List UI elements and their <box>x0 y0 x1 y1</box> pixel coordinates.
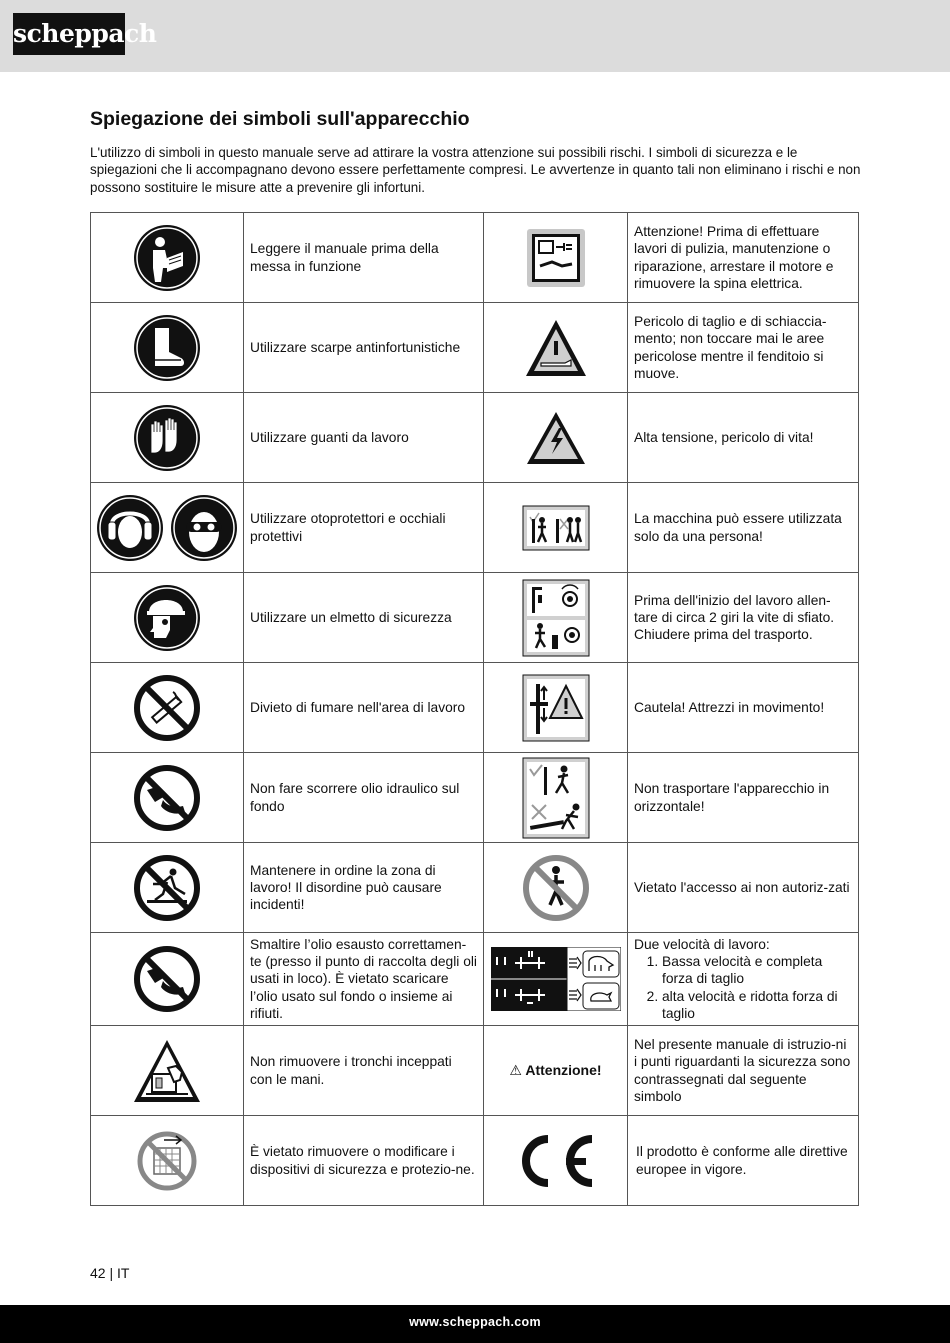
symbol-description: Alta tensione, pericolo di vita! <box>628 393 859 483</box>
intro-paragraph: L'utilizzo di simboli in questo manuale serve ad attirare la vostra attenzione sui possibili rischi. I simboli di sicurezza e le spiegazioni che li accompagnano devono essere perfettamente compresi. Le avvertenze in quanto tali non eliminano i rischi e non possono sostituire le misure atte a prevenire gli infortuni. <box>90 145 861 195</box>
attention-label: ⚠ Attenzione! <box>509 1061 602 1078</box>
symbol-description: Utilizzare un elmetto di sicurezza <box>244 573 484 663</box>
symbol-cell <box>484 753 628 843</box>
symbol-description: Mantenere in ordine la zona di lavoro! Il disordine può causare incidenti! <box>244 843 484 933</box>
symbol-description: Non rimuovere i tronchi inceppati con le mani. <box>244 1026 484 1116</box>
two-speed-icon <box>491 947 621 1011</box>
safety-helmet-icon <box>133 584 201 652</box>
moving-tools-caution-icon <box>522 674 590 742</box>
symbol-cell <box>91 933 244 1026</box>
symbol-cell <box>484 303 628 393</box>
jammed-log-warning-icon <box>132 1038 202 1104</box>
table-row <box>91 933 859 1026</box>
no-unauthorized-access-icon <box>522 854 590 922</box>
symbol-cell <box>91 843 244 933</box>
symbol-cell <box>484 213 628 303</box>
symbol-cell <box>91 483 244 573</box>
page-number-value: 42 <box>90 1265 106 1281</box>
speeds-heading: Due velocità di lavoro: <box>634 936 770 952</box>
ear-protection-icon <box>96 494 164 562</box>
language-code: IT <box>117 1265 130 1281</box>
no-horizontal-transport-icon <box>522 757 590 839</box>
no-smoking-icon <box>133 674 201 742</box>
symbol-description: Non trasportare l'apparecchio in orizzontale! <box>628 753 859 843</box>
keep-workplace-tidy-icon <box>133 854 201 922</box>
symbol-description <box>628 933 859 1026</box>
symbol-description: La macchina può essere utilizzata solo da una persona! <box>628 483 859 573</box>
symbol-description: Cautela! Attrezzi in movimento! <box>628 663 859 753</box>
page-separator: | <box>109 1265 114 1281</box>
symbol-cell <box>484 663 628 753</box>
unplug-before-maintenance-icon <box>526 228 586 288</box>
no-oil-spill-icon <box>133 764 201 832</box>
symbol-description: Attenzione! Prima di effettuare lavori di pulizia, manutenzione o riparazione, arrestare il motore e rimuovere la spina elettrica. <box>628 213 859 303</box>
symbol-cell <box>91 753 244 843</box>
vent-screw-icon <box>522 579 590 657</box>
symbol-description: Il prodotto è conforme alle direttive europee in vigore. <box>628 1116 859 1206</box>
work-gloves-icon <box>133 404 201 472</box>
single-operator-icon <box>522 505 590 551</box>
symbol-cell <box>484 573 628 663</box>
table-row <box>91 573 859 663</box>
symbol-description: Non fare scorrere olio idraulico sul fondo <box>244 753 484 843</box>
symbol-cell <box>91 1026 244 1116</box>
symbol-cell <box>91 1116 244 1206</box>
symbol-cell <box>484 393 628 483</box>
read-manual-icon <box>133 224 201 292</box>
table-row <box>91 213 859 303</box>
symbol-cell <box>484 483 628 573</box>
symbols-table <box>90 212 859 1206</box>
table-row <box>91 303 859 393</box>
symbol-description: Vietato l'accesso ai non autoriz-zati <box>628 843 859 933</box>
safety-goggles-icon <box>170 494 238 562</box>
do-not-remove-guards-icon <box>136 1130 198 1192</box>
symbol-cell <box>91 663 244 753</box>
symbol-cell <box>91 303 244 393</box>
speeds-list <box>634 953 852 1022</box>
symbol-description: Leggere il manuale prima della messa in funzione <box>244 213 484 303</box>
page-title: Spiegazione dei simboli sull'apparecchio <box>90 108 470 130</box>
symbol-description: È vietato rimuovere o modificare i dispositivi di sicurezza e protezio-ne. <box>244 1116 484 1206</box>
footer-url: www.scheppach.com <box>409 1315 541 1329</box>
symbol-description: Utilizzare guanti da lavoro <box>244 393 484 483</box>
table-row <box>91 393 859 483</box>
table-row <box>91 1116 859 1206</box>
symbol-cell <box>484 1116 628 1206</box>
brand-logo: scheppach <box>13 13 125 55</box>
symbol-description: Nel presente manuale di istruzio-ni i punti riguardanti la sicurezza sono contrassegnati dal seguente simbolo <box>628 1026 859 1116</box>
list-item: 2. alta velocità e ridotta forza di taglio <box>662 988 852 1022</box>
symbol-description: Utilizzare scarpe antinfortunistiche <box>244 303 484 393</box>
symbol-cell <box>91 393 244 483</box>
safety-shoes-icon <box>133 314 201 382</box>
page-number <box>90 1265 129 1281</box>
symbol-description: Divieto di fumare nell'area di lavoro <box>244 663 484 753</box>
list-item: 1. Bassa velocità e completa forza di taglio <box>662 953 852 987</box>
symbol-description: Pericolo di taglio e di schiaccia-mento; non toccare mai le aree pericolose mentre il fenditoio si muove. <box>628 303 859 393</box>
symbol-description: Utilizzare otoprotettori e occhiali protettivi <box>244 483 484 573</box>
symbol-cell <box>484 843 628 933</box>
table-row <box>91 753 859 843</box>
symbol-description: Smaltire l’olio esausto correttamen-te (presso il punto di raccolta degli oli usati in loco). È vietato scaricare l’olio usato sul fondo o insieme ai rifiuti. <box>244 933 484 1026</box>
symbol-cell <box>91 573 244 663</box>
symbol-cell <box>484 933 628 1026</box>
attention-symbol-cell <box>484 1026 628 1116</box>
table-row <box>91 1026 859 1116</box>
table-row <box>91 663 859 753</box>
top-header-bar <box>0 0 950 72</box>
symbol-description: Prima dell'inizio del lavoro allen-tare di circa 2 giri la vite di sfiato. Chiudere prima del trasporto. <box>628 573 859 663</box>
symbol-cell <box>91 213 244 303</box>
table-row <box>91 483 859 573</box>
high-voltage-warning-icon <box>525 410 587 466</box>
table-row <box>91 843 859 933</box>
no-oil-disposal-icon <box>133 945 201 1013</box>
crush-hazard-warning-icon <box>523 317 589 379</box>
ce-mark-icon <box>514 1131 598 1191</box>
